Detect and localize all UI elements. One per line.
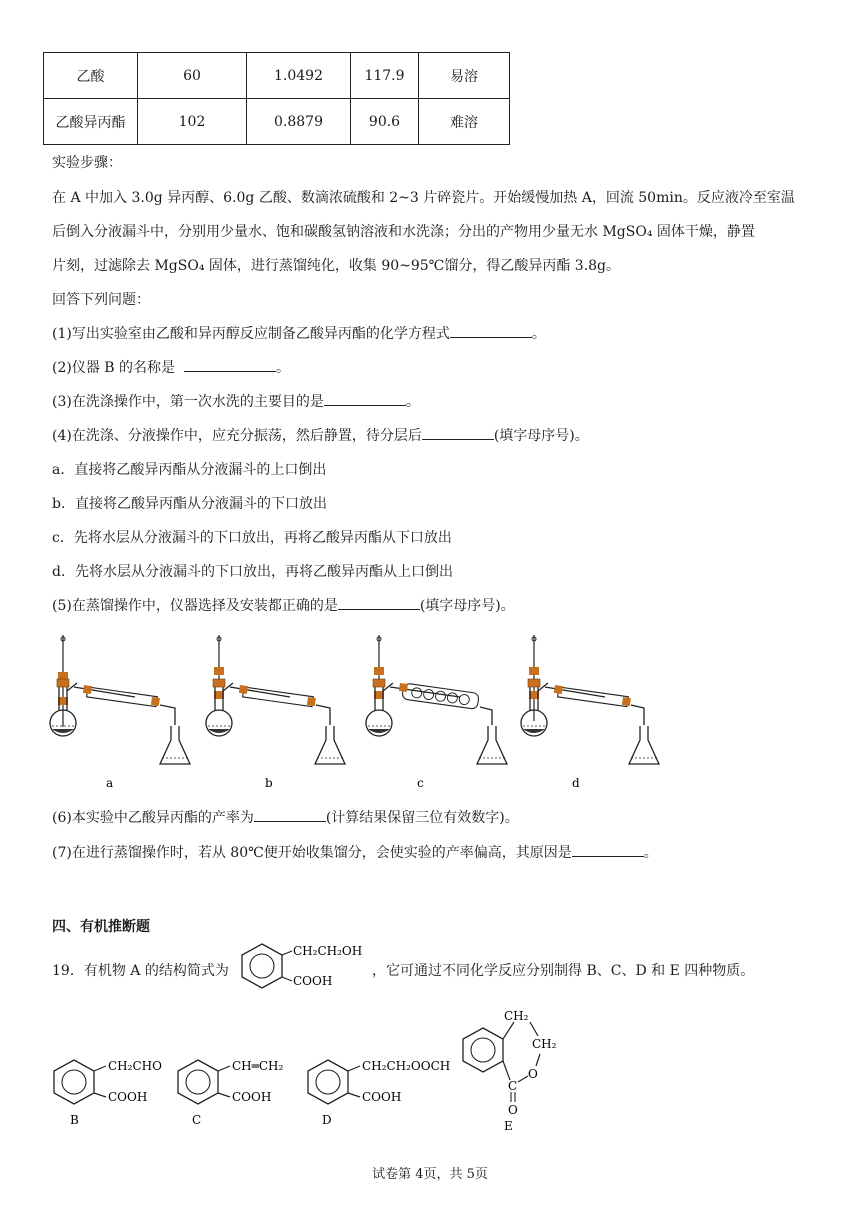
question-3	[52, 391, 420, 411]
substituent-text: CH═CH₂	[232, 1059, 284, 1073]
ring-atom: O	[528, 1067, 538, 1081]
steps-heading: 实验步骤：	[52, 155, 122, 171]
apparatus-label: a	[106, 776, 114, 790]
question-1	[52, 323, 546, 343]
compound-label: C	[192, 1113, 202, 1127]
step-text-line: 后倒入分液漏斗中，分别用少量水、饱和碳酸氢钠溶液和水洗涤；分出的产物用少量无水 MgSO₄ 固体干燥，静置	[52, 224, 755, 240]
table-cell: 102	[138, 99, 247, 145]
structure-a	[238, 938, 368, 994]
apparatus-label: c	[417, 776, 424, 790]
substituent-text: COOH	[293, 974, 333, 988]
question-text: 19．有机物 A 的结构简式为	[52, 963, 229, 979]
answer-blank[interactable]	[422, 425, 494, 440]
table-row	[44, 99, 510, 145]
page-footer: 试卷第 4页，共 5页	[372, 1167, 488, 1182]
ring-atom: CH₂	[532, 1037, 557, 1051]
compound-label: E	[504, 1119, 513, 1130]
answer-blank[interactable]	[184, 357, 276, 372]
question-6	[52, 807, 519, 827]
table-cell: 117.9	[351, 53, 419, 99]
answer-heading: 回答下列问题：	[52, 292, 150, 308]
question-19-intro	[52, 960, 229, 980]
option-a: a．直接将乙酸异丙酯从分液漏斗的上口倒出	[52, 462, 327, 478]
structures-bcde	[50, 1000, 570, 1130]
apparatus-b	[206, 635, 345, 764]
substituent-text: COOH	[232, 1090, 272, 1104]
option-c: c．先将水层从分液漏斗的下口放出，再将乙酸异丙酯从下口放出	[52, 530, 452, 546]
question-text: (6)本实验中乙酸异丙酯的产率为	[52, 810, 254, 826]
period: 。	[643, 845, 658, 861]
apparatus-c	[366, 635, 507, 764]
structure-c	[178, 1059, 284, 1127]
compound-label: B	[70, 1113, 79, 1127]
compound-label: D	[322, 1113, 332, 1127]
substituent-text: CH₂CHO	[108, 1059, 162, 1073]
apparatus-label: d	[572, 776, 580, 790]
option-d: d．先将水层从分液漏斗的下口放出，再将乙酸异丙酯从上口倒出	[52, 564, 453, 580]
step-text-line: 片刻，过滤除去 MgSO₄ 固体，进行蒸馏纯化，收集 90~95℃馏分，得乙酸异丙酯 3.8g。	[52, 258, 621, 274]
table-cell: 乙酸异丙酯	[44, 99, 138, 145]
question-4	[52, 425, 589, 445]
answer-blank[interactable]	[572, 842, 644, 857]
table-cell: 乙酸	[44, 53, 138, 99]
apparatus-d	[521, 635, 659, 764]
ring-atom: C	[508, 1079, 518, 1093]
question-text: (5)在蒸馏操作中，仪器选择及安装都正确的是	[52, 598, 338, 614]
question-7	[52, 842, 658, 862]
substituent-text: COOH	[108, 1090, 148, 1104]
section-heading: 四、有机推断题	[52, 919, 150, 935]
option-b: b．直接将乙酸异丙酯从分液漏斗的下口放出	[52, 496, 327, 512]
answer-blank[interactable]	[338, 595, 420, 610]
question-text: (7)在进行蒸馏操作时，若从 80℃便开始收集馏分，会使实验的产率偏高，其原因是	[52, 845, 572, 861]
question-2	[52, 357, 290, 377]
structure-b	[54, 1059, 162, 1127]
table-cell: 60	[138, 53, 247, 99]
question-text: (填字母序号)。	[493, 428, 589, 444]
question-text: (1)写出实验室由乙酸和异丙醇反应制备乙酸异丙酯的化学方程式	[52, 326, 450, 342]
substituent-text: COOH	[362, 1090, 402, 1104]
substituent-text: CH₂CH₂OOCH	[362, 1059, 451, 1073]
substituent-text: CH₂CH₂OH	[293, 944, 363, 958]
table-cell: 90.6	[351, 99, 419, 145]
apparatus-label: b	[265, 776, 273, 790]
property-table	[43, 52, 510, 145]
question-text: (计算结果保留三位有效数字)。	[325, 810, 519, 826]
distillation-apparatus-figure	[40, 625, 700, 795]
question-19-rest: ，它可通过不同化学反应分别制得 B、C、D 和 E 四种物质。	[372, 963, 755, 979]
table-cell: 难溶	[419, 99, 510, 145]
structure-e	[463, 1009, 557, 1130]
period: 。	[531, 326, 546, 342]
question-text: (2)仪器 B 的名称是	[52, 360, 176, 376]
table-cell: 易溶	[419, 53, 510, 99]
period: 。	[405, 394, 420, 410]
answer-blank[interactable]	[254, 807, 326, 822]
answer-blank[interactable]	[324, 391, 406, 406]
question-text: (填字母序号)。	[419, 598, 515, 614]
period: 。	[275, 360, 290, 376]
table-cell: 0.8879	[247, 99, 351, 145]
table-cell: 1.0492	[247, 53, 351, 99]
structure-d	[308, 1059, 450, 1127]
answer-blank[interactable]	[450, 323, 532, 338]
step-text-line: 在 A 中加入 3.0g 异丙醇、6.0g 乙酸、数滴浓硫酸和 2~3 片碎瓷片。开始缓慢加热 A，回流 50min。反应液冷至室温	[52, 190, 795, 206]
question-text: (3)在洗涤操作中，第一次水洗的主要目的是	[52, 394, 324, 410]
ring-atom: O	[508, 1103, 518, 1117]
ring-atom: CH₂	[504, 1009, 529, 1023]
question-5	[52, 595, 515, 615]
question-text: (4)在洗涤、分液操作中，应充分振荡，然后静置，待分层后	[52, 428, 422, 444]
apparatus-a	[50, 635, 190, 764]
table-row	[44, 53, 510, 99]
